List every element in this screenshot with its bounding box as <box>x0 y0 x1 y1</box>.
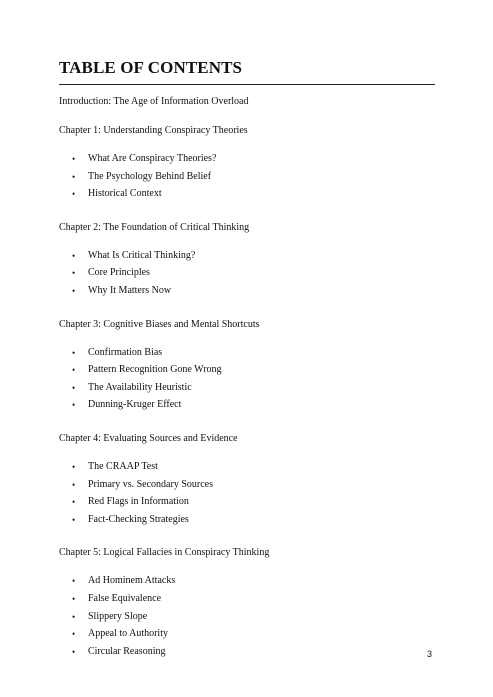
list-item <box>59 496 439 514</box>
bullet-icon: • <box>72 646 76 657</box>
list-item <box>59 382 439 400</box>
list-item <box>59 611 439 629</box>
toc-chapter-5: Chapter 5: Logical Fallacies in Conspiracy Thinking <box>59 547 270 559</box>
list-item <box>59 479 439 497</box>
list-item <box>59 628 439 646</box>
list-item <box>59 285 439 303</box>
title-divider <box>59 84 435 85</box>
toc-entry-introduction: Introduction: The Age of Information Overload <box>59 96 249 107</box>
list-item <box>59 364 439 382</box>
list-item <box>59 514 439 532</box>
page-number: 3 <box>427 649 433 659</box>
list-item <box>59 646 439 664</box>
bullet-icon: • <box>72 171 76 182</box>
bullet-icon: • <box>72 461 76 472</box>
section-label: What Are Conspiracy Theories? <box>88 153 217 164</box>
section-label: Slippery Slope <box>88 610 148 622</box>
table-of-contents <box>59 96 439 679</box>
toc-chapter-3-sections <box>59 347 439 417</box>
section-label: False Equivalence <box>88 592 162 604</box>
bullet-icon: • <box>72 497 76 508</box>
bullet-icon: • <box>72 268 76 279</box>
toc-chapter-4: Chapter 4: Evaluating Sources and Evidence <box>59 432 238 444</box>
bullet-icon: • <box>72 400 76 411</box>
bullet-icon: • <box>72 479 76 490</box>
bullet-icon: • <box>72 189 76 200</box>
list-item <box>59 347 439 365</box>
toc-chapter-4-sections <box>59 461 439 531</box>
section-label: The CRAAP Test <box>88 460 158 472</box>
bullet-icon: • <box>72 382 76 393</box>
section-label: What Is Critical Thinking? <box>88 249 196 261</box>
toc-chapter-1-sections <box>59 153 439 206</box>
section-label: The Psychology Behind Belief <box>88 170 212 182</box>
section-label: Fact-Checking Strategies <box>88 513 189 525</box>
bullet-icon: • <box>72 347 76 358</box>
bullet-icon: • <box>72 365 76 376</box>
list-item <box>59 593 439 611</box>
list-item <box>59 188 439 206</box>
section-label: Ad Hominem Attacks <box>88 575 176 587</box>
bullet-icon: • <box>72 250 76 261</box>
section-label: Pattern Recognition Gone Wrong <box>88 364 222 376</box>
section-label: Primary vs. Secondary Sources <box>88 478 213 490</box>
section-label: The Availability Heuristic <box>88 381 192 393</box>
bullet-icon: • <box>72 576 76 587</box>
bullet-icon: • <box>72 514 76 525</box>
toc-chapter-1: Chapter 1: Understanding Conspiracy Theories <box>59 125 248 136</box>
list-item <box>59 153 439 171</box>
bullet-icon: • <box>72 285 76 296</box>
toc-chapter-2-sections <box>59 250 439 303</box>
section-label: Red Flags in Information <box>88 496 189 508</box>
list-item <box>59 399 439 417</box>
section-label: Confirmation Bias <box>88 346 163 358</box>
bullet-icon: • <box>72 611 76 622</box>
section-label: Circular Reasoning <box>88 645 166 657</box>
list-item <box>59 267 439 285</box>
bullet-icon: • <box>72 629 76 640</box>
section-label: Historical Context <box>88 188 162 200</box>
section-label: Why It Matters Now <box>88 284 172 296</box>
bullet-icon: • <box>72 593 76 604</box>
section-label: Dunning-Kruger Effect <box>88 399 182 411</box>
toc-chapter-3: Chapter 3: Cognitive Biases and Mental Shortcuts <box>59 318 260 330</box>
section-label: Appeal to Authority <box>88 628 168 640</box>
list-item <box>59 171 439 189</box>
toc-chapter-2: Chapter 2: The Foundation of Critical Thinking <box>59 221 250 233</box>
list-item <box>59 575 439 593</box>
page-title: TABLE OF CONTENTS <box>59 58 243 77</box>
bullet-icon: • <box>72 154 76 164</box>
list-item <box>59 250 439 268</box>
section-label: Core Principles <box>88 267 150 279</box>
list-item <box>59 461 439 479</box>
toc-chapter-5-sections <box>59 575 439 663</box>
